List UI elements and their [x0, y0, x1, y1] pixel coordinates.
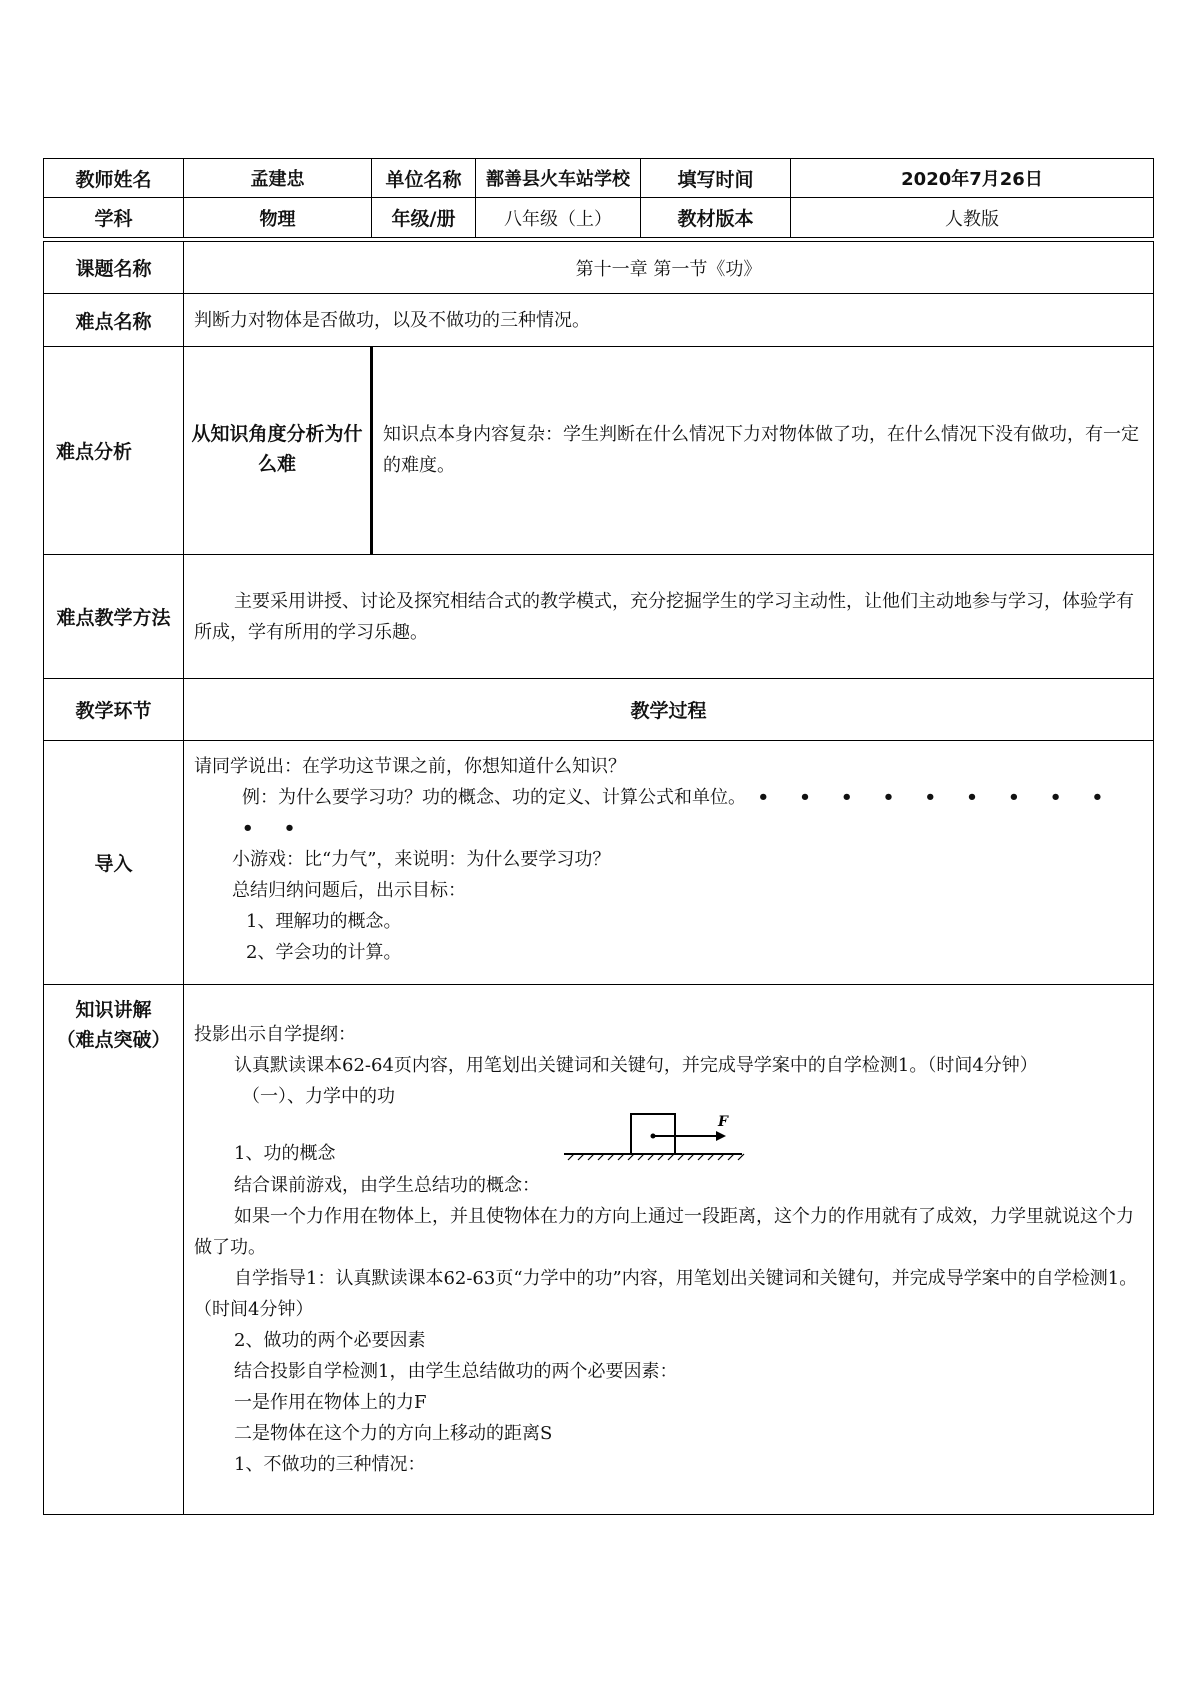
self-study-guide-1: 自学指导1：认真默读课本62-63页“力学中的功”内容，用笔划出关键词和关键句，并完成导学案中的自学检测1。（时间4分钟）	[194, 1268, 1138, 1320]
method-label: 难点教学方法	[44, 555, 184, 679]
process-label: 教学过程	[184, 679, 1154, 741]
knowledge-label-line-1: 知识讲解	[75, 999, 152, 1021]
no-work-title: 1、不做功的三种情况：	[234, 1454, 426, 1475]
intro-row	[44, 741, 1154, 985]
knowledge-content	[184, 985, 1154, 1515]
intro-line-2-text: 例：为什么要学习功？功的概念、功的定义、计算公式和单位。	[242, 787, 746, 808]
method-row	[44, 555, 1154, 679]
concept-figure-row	[194, 1112, 1143, 1170]
unit-value: 鄯善县火车站学校	[476, 159, 641, 198]
intro-line-5: 1、理解功的概念。	[246, 911, 402, 932]
knowledge-row	[44, 985, 1154, 1515]
stage-header-row	[44, 679, 1154, 741]
intro-label: 导入	[44, 741, 184, 985]
difficulty-value: 判断力对物体是否做功，以及不做功的三种情况。	[184, 294, 1154, 347]
section-1-title: （一）、力学中的功	[242, 1086, 395, 1107]
factor-1: 一是作用在物体上的力F	[234, 1392, 427, 1413]
analysis-row	[44, 347, 1154, 555]
difficulty-row	[44, 294, 1154, 347]
factor-2: 二是物体在这个力的方向上移动的距离S	[234, 1423, 553, 1444]
topic-value: 第十一章 第一节《功》	[184, 242, 1154, 294]
concept-definition: 如果一个力作用在物体上，并且使物体在力的方向上通过一段距离，这个力的作用就有了成效，力学里就说这个力做了功。	[194, 1206, 1134, 1258]
subject-label: 学科	[44, 198, 184, 238]
analysis-value: 知识点本身内容复杂：学生判断在什么情况下力对物体做了功，在什么情况下没有做功，有一定的难度。	[372, 347, 1154, 555]
analysis-label: 难点分析	[44, 347, 184, 555]
intro-content	[184, 741, 1154, 985]
outline-line: 投影出示自学提纲：	[194, 1024, 356, 1045]
read-instruction: 认真默读课本62-64页内容，用笔划出关键词和关键句，并完成导学案中的自学检测1。（时间4分钟）	[234, 1055, 1038, 1076]
subject-value: 物理	[184, 198, 372, 238]
unit-label: 单位名称	[372, 159, 476, 198]
intro-line-1: 请同学说出：在学功这节课之前，你想知道什么知识？	[194, 756, 626, 777]
topic-row	[44, 242, 1154, 294]
difficulty-label: 难点名称	[44, 294, 184, 347]
intro-dots: • • • • • • • • • • •	[242, 787, 1116, 839]
lesson-plan-table	[43, 158, 1154, 1515]
force-diagram	[564, 1104, 764, 1170]
intro-line-4: 总结归纳问题后，出示目标：	[232, 880, 466, 901]
teacher-name-value: 孟建忠	[184, 159, 372, 198]
intro-line-6: 2、学会功的计算。	[246, 942, 402, 963]
teacher-name-label: 教师姓名	[44, 159, 184, 198]
knowledge-label-line-2: （难点突破）	[56, 1029, 171, 1051]
intro-line-3: 小游戏：比“力气”，来说明：为什么要学习功？	[232, 849, 611, 870]
header-row-1	[44, 159, 1154, 198]
topic-label: 课题名称	[44, 242, 184, 294]
knowledge-label	[44, 985, 184, 1515]
concept-title: 1、功的概念	[234, 1143, 336, 1164]
header-row-2	[44, 198, 1154, 238]
concept-intro: 结合课前游戏，由学生总结功的概念：	[234, 1175, 540, 1196]
stage-label: 教学环节	[44, 679, 184, 741]
intro-line-2	[194, 782, 1143, 844]
fill-time-value: 2020年7月26日	[791, 159, 1154, 198]
factors-title: 2、做功的两个必要因素	[234, 1330, 426, 1351]
edition-label: 教材版本	[641, 198, 791, 238]
force-label: F	[718, 1114, 728, 1130]
grade-value: 八年级（上）	[476, 198, 641, 238]
factors-intro: 结合投影自学检测1，由学生总结做功的两个必要因素：	[234, 1361, 678, 1382]
edition-value: 人教版	[791, 198, 1154, 238]
fill-time-label: 填写时间	[641, 159, 791, 198]
analysis-sub-label: 从知识角度分析为什么难	[184, 347, 372, 555]
method-value: 主要采用讲授、讨论及探究相结合式的教学模式，充分挖掘学生的学习主动性，让他们主动地参与学习，体验学有所成，学有所用的学习乐趣。	[184, 555, 1154, 679]
force-arrow-head	[716, 1131, 726, 1141]
grade-label: 年级/册	[372, 198, 476, 238]
